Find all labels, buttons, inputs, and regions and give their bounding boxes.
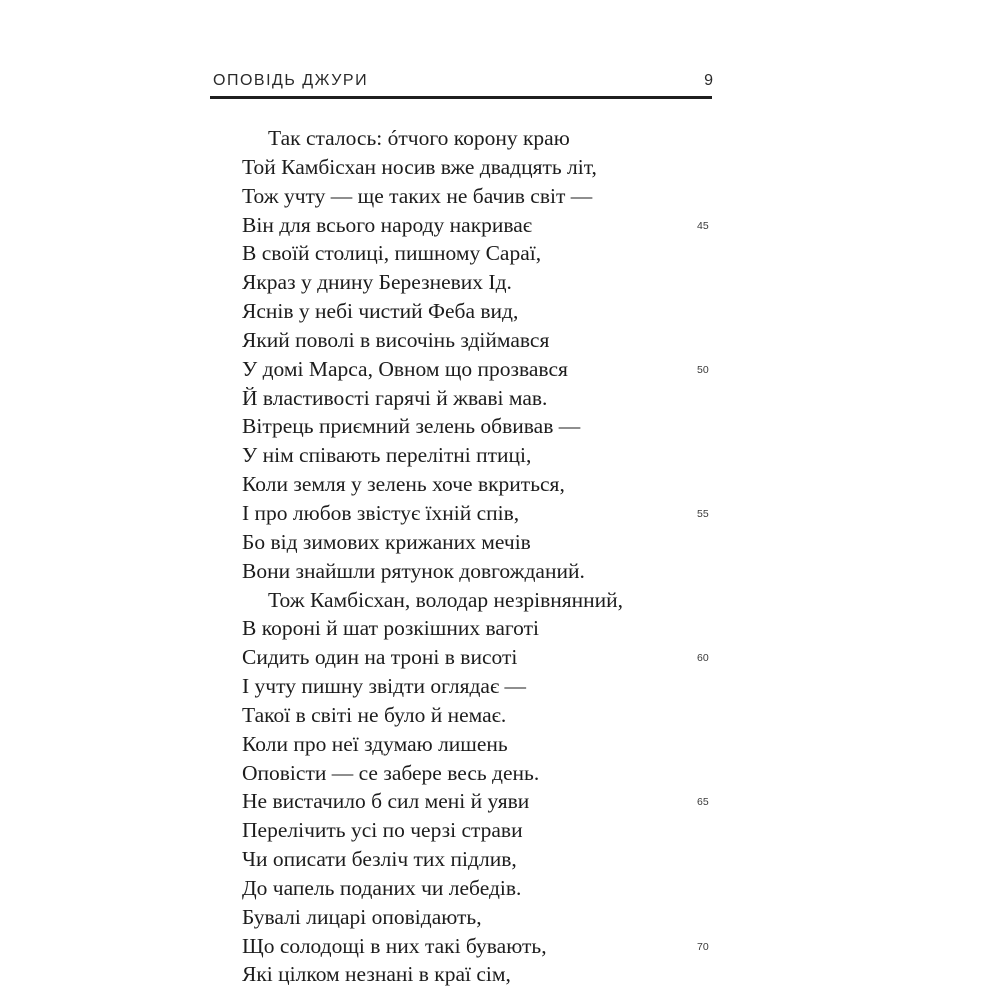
line-number: 70 xyxy=(697,940,709,953)
line-text: Коли земля у зелень хоче вкриться, xyxy=(242,472,565,497)
line-text: І про любов звістує їхній спів, xyxy=(242,500,520,525)
line-text: І учту пишну звідти оглядає — xyxy=(242,674,527,699)
line-number: 45 xyxy=(697,219,709,232)
line-text: Так сталось: óтчого корону краю xyxy=(268,126,570,150)
line-text: До чапель поданих чи лебедів. xyxy=(242,875,522,900)
line-text: Й властивості гарячі й жваві мав. xyxy=(242,385,548,410)
line-text: В своїй столиці, пишному Сараї, xyxy=(242,241,542,266)
line-number: 55 xyxy=(697,507,709,520)
poem-line xyxy=(242,268,722,297)
poem-line xyxy=(242,384,722,413)
line-text: У домі Марса, Овном що прозвався xyxy=(242,356,568,381)
poem-line xyxy=(242,932,722,961)
poem-line xyxy=(242,153,722,182)
poem-line xyxy=(242,960,722,989)
poem-line xyxy=(242,816,722,845)
line-text: Оповісти — се забере весь день. xyxy=(242,760,540,785)
poem-line xyxy=(242,614,722,643)
line-text: Такої в світі не було й немає. xyxy=(242,702,507,727)
page-number: 9 xyxy=(704,72,713,89)
poem-line xyxy=(242,874,722,903)
poem-line xyxy=(242,499,722,528)
line-text: Він для всього народу накриває xyxy=(242,212,533,237)
line-number: 65 xyxy=(697,796,709,809)
poem-line xyxy=(242,643,722,672)
poem-line xyxy=(242,759,722,788)
poem-line xyxy=(242,528,722,557)
line-text: Той Камбісхан носив вже двадцять літ, xyxy=(242,154,597,179)
poem-line xyxy=(242,787,722,816)
line-text: Бувалі лицарі оповідають, xyxy=(242,904,482,929)
line-text: В короні й шат розкішних ваготі xyxy=(242,616,540,641)
line-text: Яснів у небі чистий Феба вид, xyxy=(242,299,519,324)
poem-line xyxy=(242,211,722,240)
line-text: Який поволі в височінь здіймався xyxy=(242,327,550,352)
poem-line xyxy=(242,441,722,470)
line-text: Коли про неї здумаю лишень xyxy=(242,731,508,756)
line-text: Не вистачило б сил мені й уяви xyxy=(242,789,530,814)
poem-line xyxy=(242,586,722,615)
poem-line xyxy=(242,239,722,268)
line-text: У нім співають перелітні птиці, xyxy=(242,443,532,468)
line-text: Тож учту — ще таких не бачив світ — xyxy=(242,183,593,208)
running-title: ОПОВІДЬ ДЖУРИ xyxy=(213,72,369,89)
line-number: 50 xyxy=(697,363,709,376)
line-text: Вони знайшли рятунок довгожданий. xyxy=(242,558,585,583)
line-text: Бо від зимових крижаних мечів xyxy=(242,529,531,554)
poem-line xyxy=(242,470,722,499)
poem-line xyxy=(242,297,722,326)
line-number: 60 xyxy=(697,652,709,665)
poem-line xyxy=(242,557,722,586)
line-text: Що солодощі в них такі бувають, xyxy=(242,933,547,958)
line-text: Якраз у днину Березневих Ід. xyxy=(242,270,512,295)
line-text: Сидить один на троні в висоті xyxy=(242,645,518,670)
poem-line xyxy=(242,701,722,730)
poem-line xyxy=(242,182,722,211)
poem-line xyxy=(242,845,722,874)
poem-line xyxy=(242,903,722,932)
poem-line xyxy=(242,355,722,384)
poem-line xyxy=(242,412,722,441)
running-head xyxy=(213,72,713,98)
poem-line xyxy=(242,326,722,355)
line-text: Перелічить усі по черзі страви xyxy=(242,818,523,843)
poem-line xyxy=(242,124,722,153)
header-rule xyxy=(210,96,712,99)
poem-line xyxy=(242,730,722,759)
line-text: Тож Камбісхан, володар незрівнянний, xyxy=(268,587,624,612)
poem-text xyxy=(242,124,722,989)
poem-line xyxy=(242,672,722,701)
line-text: Чи описати безліч тих підлив, xyxy=(242,847,517,872)
line-text: Які цілком незнані в краї сім, xyxy=(242,962,511,987)
line-text: Вітрець приємний зелень обвивав — xyxy=(242,414,581,439)
